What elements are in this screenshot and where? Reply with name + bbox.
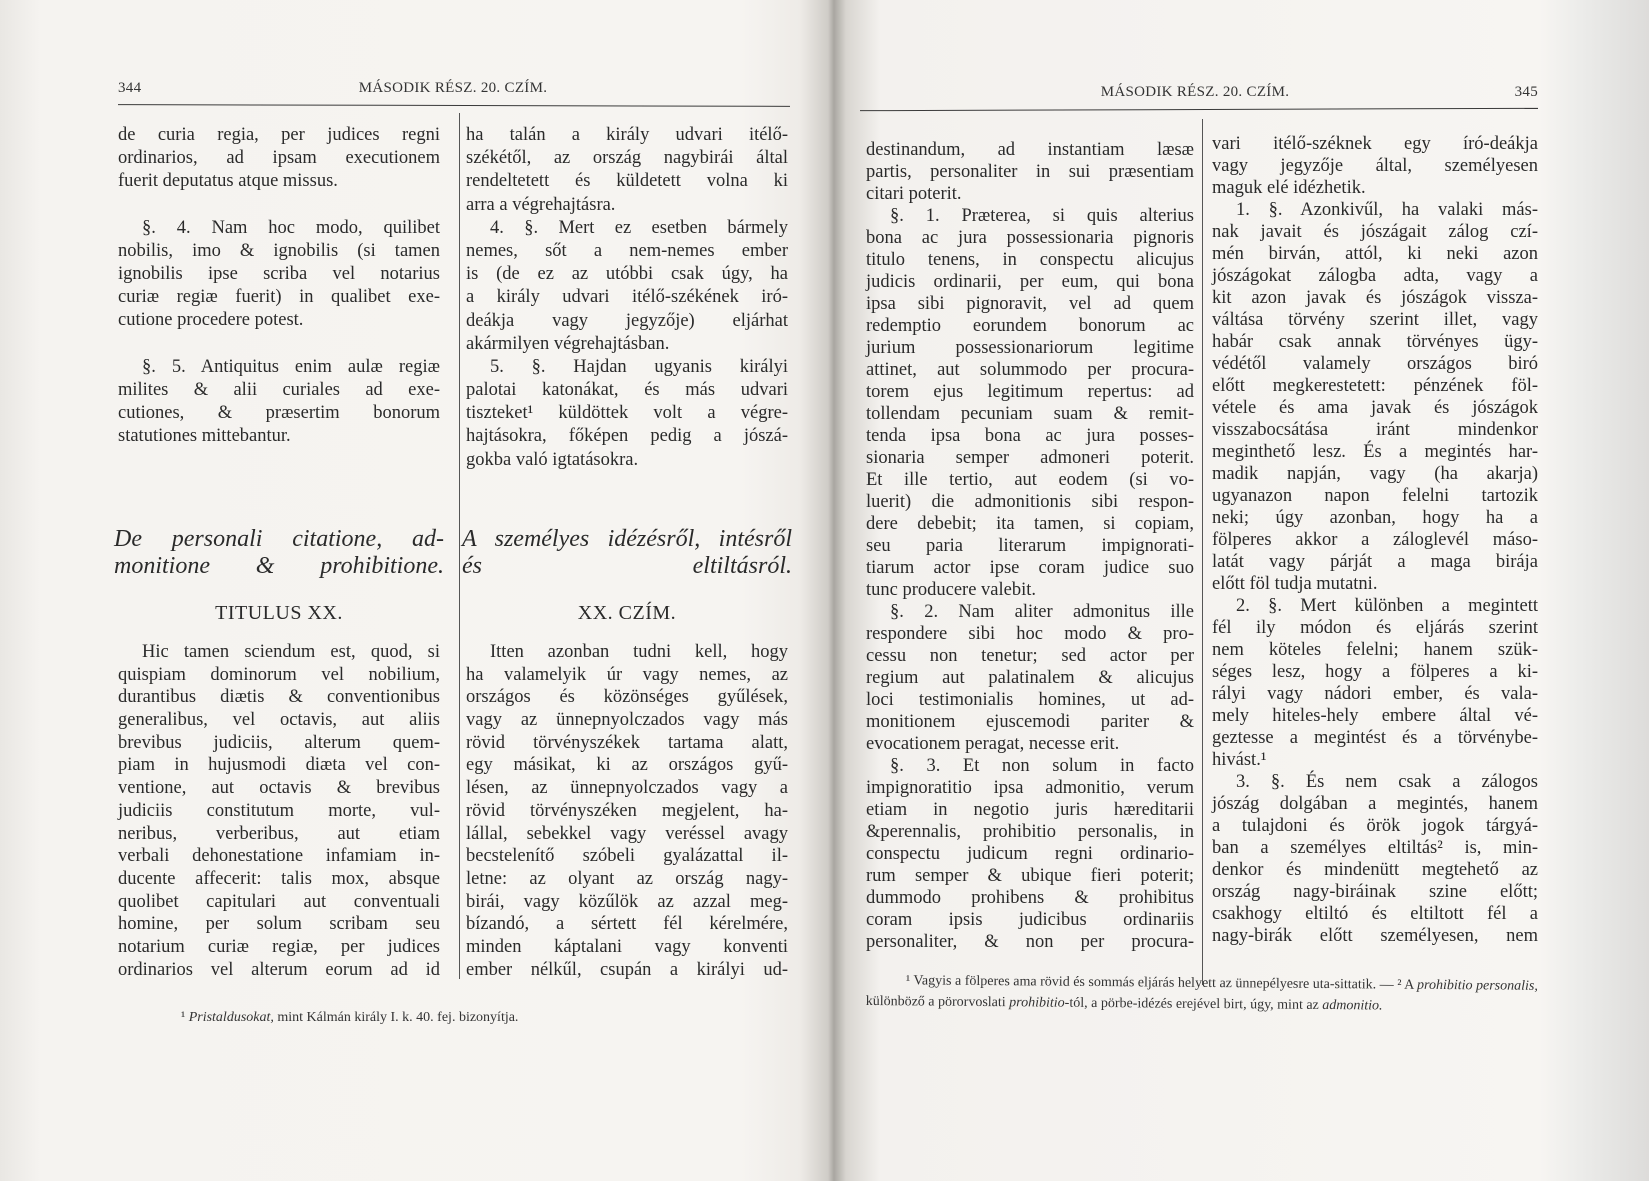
paragraph — [118, 124, 440, 194]
text-line: sionaria semper admoneri poterit. — [866, 448, 1194, 468]
heading-line: és eltiltásról. — [462, 553, 792, 579]
footnote-text: Vagyis a fölperes ama rövid és sommás eljárás helyett az ünnepélyesre uta-sittatik. — — [910, 973, 1398, 993]
text-line: a király udvari itélő-székének iró- — [466, 287, 788, 308]
paragraph — [1212, 199, 1538, 595]
text-line: generalibus, vel octavis, aut aliis — [118, 710, 440, 731]
latin-column-bottom — [118, 641, 440, 981]
text-line: §. 4. Nam hoc modo, quilibet — [142, 217, 440, 238]
paragraph — [466, 641, 788, 981]
text-line: curiæ regiæ fuerit) in qualibet exe- — [118, 287, 440, 308]
page-number-left: 344 — [118, 80, 142, 96]
text-line: jószágokat zálogba adta, vagy a — [1212, 266, 1538, 286]
section-heading-latin — [114, 526, 444, 580]
text-line: becstelenítő szóbeli gyalázattal il- — [466, 846, 788, 867]
paragraph — [466, 356, 788, 472]
text-line: durantibus diætis & conventionibus — [118, 687, 440, 708]
text-line: előtt föl tudja mutatni. — [1212, 574, 1378, 594]
footnote-text: különböző a pörorvoslati — [865, 993, 1010, 1011]
text-line: birái, vagy közűlök az azzal meg- — [466, 891, 788, 912]
paragraph — [1212, 133, 1538, 199]
text-line: de curia regia, per judices regni — [118, 125, 440, 145]
text-line: tiszteket¹ küldöttek volt a végre- — [466, 403, 788, 424]
footnote-left — [181, 1007, 518, 1028]
text-line: conspectu judicum regni ordinario- — [866, 844, 1194, 864]
text-line: madik napján, vagy (ha akarja) — [1212, 464, 1538, 484]
text-line: evocationem peragat, necesse erit. — [866, 734, 1120, 754]
text-line: denkor és mindenütt megtehető az — [1212, 860, 1538, 880]
text-line: 3. §. És nem csak a zálogos — [1236, 772, 1538, 792]
text-line: nem köteles felelni; hanem szük- — [1212, 640, 1538, 660]
text-line: quispiam dominorum vel nobilium, — [118, 664, 440, 685]
text-line: nobilis, imo & ignobilis (si tamen — [118, 240, 440, 261]
paragraph — [466, 124, 788, 217]
heading-line: A személyes idézésről, intésről — [462, 526, 792, 552]
column-divider-right — [1202, 119, 1203, 985]
text-line: tenda ipsa bona ac jura posses- — [866, 426, 1194, 446]
text-line: personaliter, & non per procura- — [866, 932, 1194, 952]
text-line: 5. §. Hajdan ugyanis királyi — [490, 356, 788, 377]
text-line: mén birván, attól, ki neki azon — [1212, 244, 1538, 264]
text-line: hajtásokra, főképen pedig a jószá- — [466, 426, 788, 447]
footnote-italic: prohibitio — [1009, 995, 1065, 1011]
running-head-left: MÁSODIK RÉSZ. 20. CZÍM. — [358, 80, 548, 96]
text-line: habár csak annak törvényes ügy- — [1212, 332, 1538, 352]
text-line: verbali dehonestatione infamiam in- — [118, 846, 440, 867]
text-line: notarium curiæ regiæ, per judices — [118, 936, 440, 957]
text-line: &perennalis, prohibitio personalis, in — [866, 822, 1194, 842]
text-line: dummodo prohibens & prohibitus — [866, 888, 1194, 908]
text-line: §. 5. Antiquitus enim aulæ regiæ — [142, 356, 440, 377]
text-line: egy másikat, ki az országos gyű- — [466, 755, 788, 776]
section-heading-hungarian — [462, 526, 792, 580]
text-line: akármilyen végrehajtásban. — [466, 333, 670, 354]
text-line: kit azon javak és jószágok vissza- — [1212, 288, 1538, 308]
text-line: judiciis constitutum morte, vul- — [118, 800, 440, 821]
text-line: 4. §. Mert ez esetben bármely — [490, 217, 788, 238]
running-head-right: MÁSODIK RÉSZ. 20. CZÍM. — [1100, 84, 1290, 100]
paragraph — [118, 641, 440, 981]
paragraph — [118, 356, 440, 449]
text-line: jószág dolgában a megintés, hanem — [1212, 794, 1538, 814]
text-line: nemes, sőt a nem-nemes ember — [466, 240, 788, 261]
text-line: Itten azonban tudni kell, hogy — [490, 642, 788, 662]
text-line: §. 1. Præterea, si quis alterius — [890, 206, 1194, 226]
text-line: védétől valamely országos biró — [1212, 354, 1538, 374]
text-line: ducente affecerit: talis mox, absque — [118, 868, 440, 889]
latin-column-right — [866, 139, 1194, 953]
footnotes-right — [866, 970, 1538, 1018]
text-line: is (de ez az utóbbi csak úgy, ha — [466, 264, 788, 285]
paragraph — [866, 755, 1194, 953]
footnote-text: A — [1401, 977, 1418, 993]
text-line: ugyanazon napon felelni tartozik — [1212, 486, 1538, 506]
text-line: neribus, verberibus, aut etiam — [118, 823, 440, 844]
text-line: ember nélkűl, csupán a királyi ud- — [466, 959, 788, 980]
text-line: dere debebit; ita tamen, si copiam, — [866, 514, 1194, 534]
footnote-mark: ¹ — [905, 973, 911, 989]
heading-line: De personali citatione, ad- — [114, 526, 444, 552]
text-line: latát vagy párját a maga birája — [1212, 552, 1538, 572]
hungarian-column-top — [466, 124, 788, 472]
text-line: neki; úgy azonban, hogy ha a — [1212, 508, 1538, 528]
text-line: respondere sibi hoc modo & pro- — [866, 624, 1194, 644]
text-line: vagy az ünnepnyolczados vagy más — [466, 710, 788, 731]
text-line: seu paria literarum impignorati- — [866, 536, 1194, 556]
text-line: cutiones, & præsertim bonorum — [118, 402, 440, 423]
text-line: lésen, az ünnepnyolczados vagy a — [466, 778, 788, 799]
text-line: judicis ordinarii, per eum, qui bona — [866, 272, 1194, 292]
text-line: quolibet capitulari aut conventuali — [118, 891, 440, 912]
text-line: milites & alii curiales ad exe- — [118, 379, 440, 400]
text-line: vétele és ama javak és jószágok — [1212, 398, 1538, 418]
text-line: fél ily módon és eljárás szerint — [1212, 618, 1538, 638]
text-line: váltása törvény szerint illet, vagy — [1212, 310, 1538, 330]
text-line: ha talán a király udvari itélő- — [466, 125, 788, 145]
text-line: bona ac jura possessionaria pignoris — [866, 228, 1194, 248]
text-line: fuerit deputatus atque missus. — [118, 171, 338, 192]
footnote-italic: prohibitio personalis, — [1416, 977, 1538, 994]
text-line: partis, personaliter in sui præsentiam — [866, 162, 1194, 182]
paragraph — [866, 205, 1194, 601]
paragraph — [866, 139, 1194, 205]
footnote-text: -tól, a pörbe-idézés erejével birt, úgy, mint az — [1064, 995, 1323, 1013]
text-line: redemptio eorundem bonorum ac — [866, 316, 1194, 336]
text-line: ipsa sibi pignoravit, vel ad quem — [866, 294, 1194, 314]
text-line: nak javait és jószágait zálog czí- — [1212, 222, 1538, 242]
hungarian-column-right — [1212, 133, 1538, 947]
text-line: rövid törvényszékek tartama alatt, — [466, 732, 788, 753]
text-line: etiam in negotio juris hæreditarii — [866, 800, 1194, 820]
text-line: rum semper & ubique fieri poterit; — [866, 866, 1194, 886]
text-line: ventione, aut octavis & brevibus — [118, 778, 440, 799]
paragraph — [1212, 595, 1538, 771]
text-line: loci testimonialis homines, ut ad- — [866, 690, 1194, 710]
text-line: ordinarios, ad ipsam executionem — [118, 148, 440, 169]
text-line: cessu non tenetur; sed actor per — [866, 646, 1194, 666]
text-line: ordinarios vel alterum eorum ad id — [118, 959, 440, 980]
footnote-mark: ² — [1397, 977, 1402, 993]
paragraph — [466, 217, 788, 356]
text-line: regium aut palatinalem & alicujus — [866, 668, 1194, 688]
latin-column-top — [118, 124, 440, 448]
text-line: cutione procedere potest. — [118, 310, 304, 331]
page-number-right: 345 — [1514, 84, 1538, 100]
paragraph — [866, 601, 1194, 755]
title-latin: TITULUS XX. — [215, 602, 343, 624]
text-line: hivást.¹ — [1212, 750, 1267, 770]
text-line: letne: az olyant az ország nagy- — [466, 868, 788, 889]
text-line: impignoratitio ipsa admonitio, verum — [866, 778, 1194, 798]
paragraph — [1212, 771, 1538, 947]
text-line: 1. §. Azonkivűl, ha valaki más- — [1236, 200, 1538, 220]
text-line: fölperes akkor a záloglevél máso- — [1212, 530, 1538, 550]
text-line: vagy jegyzője által, személyesen — [1212, 156, 1538, 176]
text-line: a tulajdoni és örök jogok tárgyá- — [1212, 816, 1538, 836]
text-line: homine, per solum scribam seu — [118, 914, 440, 935]
text-line: minden káptalani vagy konventi — [466, 936, 788, 957]
text-line: ban a személyes eltiltás² is, min- — [1212, 838, 1538, 858]
text-line: visszabocsátása iránt mindenkor — [1212, 420, 1538, 440]
text-line: Et ille tertio, aut eodem (si vo- — [866, 470, 1194, 490]
text-line: coram ipsis judicibus ordinariis — [866, 910, 1194, 930]
paragraph — [118, 217, 440, 333]
text-line: brevibus judiciis, alterum quem- — [118, 732, 440, 753]
text-line: tunc producere valebit. — [866, 580, 1037, 600]
hungarian-column-bottom — [466, 641, 788, 981]
text-line: tiarum actor ipse coram judice suo — [866, 558, 1194, 578]
text-line: országos és közönséges gyűlések, — [466, 687, 788, 708]
text-line: lállal, sebekkel vagy veréssel avagy — [466, 823, 788, 844]
text-line: luerit) die admonitionis sibi respon- — [866, 492, 1194, 512]
text-line: attinet, aut solummodo per procura- — [866, 360, 1194, 380]
text-line: destinandum, ad instantiam læsæ — [866, 140, 1194, 160]
text-line: palotai katonákat, és más udvari — [466, 380, 788, 401]
text-line: csakhogy eltiltó és eltiltott fél a — [1212, 904, 1538, 924]
text-line: maguk elé idézhetik. — [1212, 178, 1366, 198]
header-rule-left — [118, 104, 790, 107]
heading-line: monitione & prohibitione. — [114, 553, 444, 579]
text-line: vari itélő-széknek egy író-deákja — [1212, 134, 1538, 154]
text-line: 2. §. Mert különben a megintett — [1236, 596, 1538, 616]
text-line: nagy-birák előtt személyesen, nem — [1212, 926, 1538, 946]
text-line: titulo tenens, in conspectu alicujus — [866, 250, 1194, 270]
text-line: geztesse a megintést és a törvénybe- — [1212, 728, 1538, 748]
text-line: előtt megkerestetett: pénzének föl- — [1212, 376, 1538, 396]
text-line: citari poterit. — [866, 184, 962, 204]
text-line: monitionem ejuscemodi pariter & — [866, 712, 1194, 732]
title-hungarian: XX. CZÍM. — [577, 602, 677, 624]
text-line: ignobilis ipse scriba vel notarius — [118, 263, 440, 284]
text-line: gokba való igtatásokra. — [466, 449, 639, 470]
text-line: statutiones mittebantur. — [118, 426, 291, 447]
column-divider-left — [459, 113, 460, 979]
text-line: §. 3. Et non solum in facto — [890, 756, 1194, 776]
text-line: ország nagy-biráinak szine előtt; — [1212, 882, 1538, 902]
header-rule-right — [860, 108, 1538, 112]
text-line: rályi vagy nádori ember, és vala- — [1212, 684, 1538, 704]
text-line: §. 2. Nam aliter admonitus ille — [890, 602, 1194, 622]
text-line: ha valamelyik úr vagy nemes, az — [466, 664, 788, 685]
text-line: meginthető lesz. És a megintés har- — [1212, 442, 1538, 462]
text-line: Hic tamen sciendum est, quod, si — [142, 642, 440, 662]
text-line: rendeltetett és küldetett volna ki — [466, 171, 788, 192]
text-line: székétől, az ország nagybirái által — [466, 148, 788, 169]
text-line: torem ejus legitimum repertus: ad — [866, 382, 1194, 402]
text-line: arra a végrehajtásra. — [466, 194, 616, 215]
footnote-mark: ¹ — [181, 1010, 186, 1025]
text-line: jurium possessionariorum legitime — [866, 338, 1194, 358]
text-line: bízandó, a sértett fél kérelmére, — [466, 914, 788, 935]
text-line: deákja vagy jegyzője) eljárhat — [466, 310, 788, 331]
text-line: tollendam pecuniam suam & remit- — [866, 404, 1194, 424]
text-line: rövid törvényszéken megjelent, ha- — [466, 800, 788, 821]
footnote-text: mint Kálmán király I. k. 40. fej. bizonyítja. — [273, 1010, 519, 1025]
text-line: piam in hujusmodi diæta vel con- — [118, 755, 440, 776]
footnote-italic: admonitio. — [1322, 997, 1383, 1014]
text-line: mely hiteles-hely embere által vé- — [1212, 706, 1538, 726]
text-line: séges lesz, hogy a fölperes a ki- — [1212, 662, 1538, 682]
footnote-italic: Pristaldusokat, — [188, 1010, 274, 1025]
